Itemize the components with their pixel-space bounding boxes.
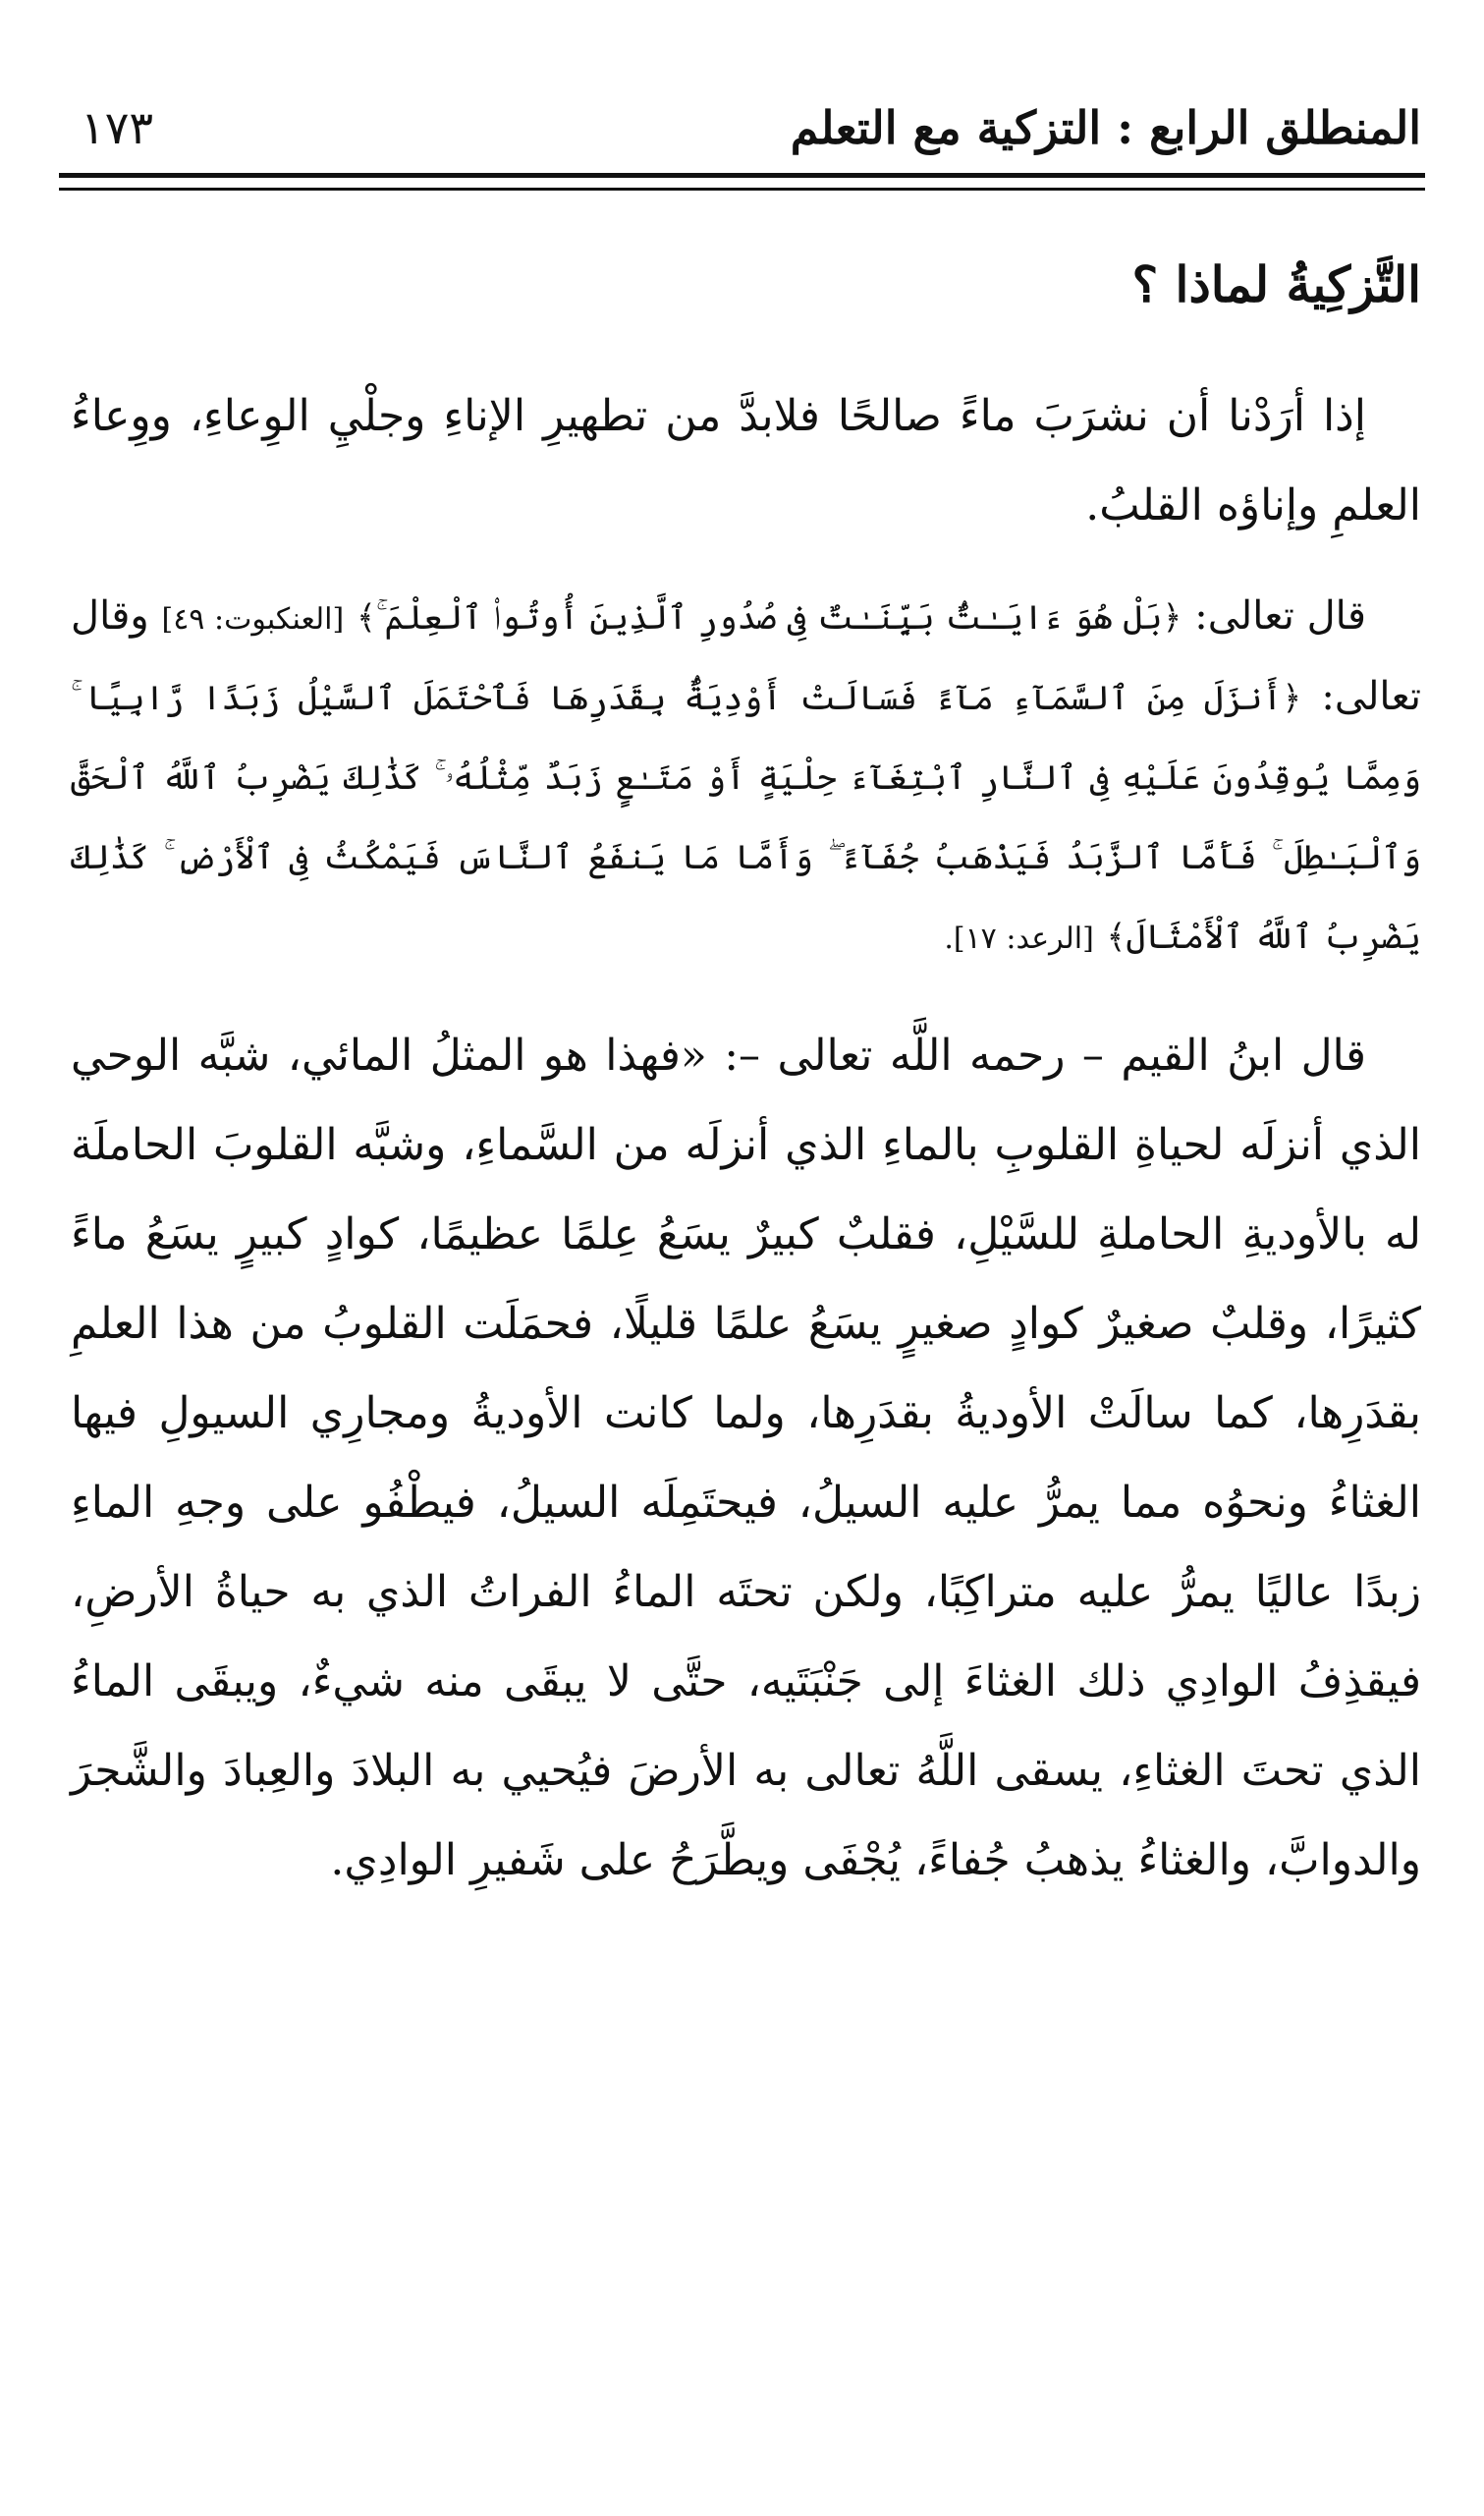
running-header (67, 90, 1421, 169)
quran-verse-ankabut: ﴿بَلْ هُوَ ءَايَـٰتٌۢ بَيِّنَـٰتٌ فِى صُدُورِ ٱلَّذِينَ أُوتُوا۟ ٱلْعِلْمَ ۚ﴾ (356, 598, 1182, 638)
page-body (71, 246, 1421, 1932)
quran-connector-text: وقال تعالى: (71, 593, 1421, 719)
page-number: ١٧٣ (81, 101, 154, 154)
quran-reference-ankabut: [العنكبوت: ٤٩] (161, 602, 345, 637)
paragraph-intro: إذا أرَدْنا أن نشرَبَ ماءً صالحًا فلابدَّ من تطهيرِ الإناءِ وجلْيِ الوِعاءِ، ووِعاءُ العلمِ وإناؤه القلبُ. (71, 391, 1421, 531)
header-rule-thin (59, 188, 1425, 191)
section-heading: التَّزكِيةُ لماذا ؟ (1131, 255, 1421, 313)
header-rule-thick (59, 173, 1425, 178)
running-header-title: المنطلق الرابع : التزكية مع التعلم (790, 101, 1421, 154)
quran-intro-text: قال تعالى: (1182, 593, 1366, 639)
paragraph-ibn-qayyim-quote: قال ابنُ القيم – رحمه اللَّه تعالى –: «فهذا هو المثلُ المائي، شبَّه الوحي الذي أنزلَه لحياةِ القلوبِ بالماءِ الذي أنزلَه من السَّماءِ، وشبَّه القلوبَ الحاملَة له بالأوديةِ الحاملةِ للسَّيْلِ، فقلبٌ كبيرٌ يسَعُ عِلمًا عظيمًا، كوادٍ كبيرٍ يسَعُ ماءً كثيرًا، وقلبٌ صغيرٌ كوادٍ صغيرٍ يسَعُ علمًا قليلًا، فحمَلَت القلوبُ من هذا العلمِ بقدَرِها، كما سالَتْ الأوديةُ بقدَرِها، ولما كانت الأوديةُ ومجارِي السيولِ فيها الغثاءُ ونحوُه مما يمرُّ عليه السيلُ، فيحتَمِلَه السيلُ، فيطْفُو على وجهِ الماءِ زبدًا عاليًا يمرُّ عليه متراكِبًا، ولكن تحتَه الماءُ الفراتُ الذي به حياةُ الأرضِ، فيقذِفُ الوادِي ذلك الغثاءَ إلى جَنْبَتَيه، حتَّى لا يبقَى منه شيءٌ، ويبقَى الماءُ الذي تحتَ الغثاءِ، يسقى اللَّهُ تعالى به الأرضَ فيُحيي به البلادَ والعِبادَ والشَّجرَ والدوابَّ، والغثاءُ يذهبُ جُفاءً، يُجْفَى ويطَّرَحُ على شَفيرِ الوادِي. (71, 1031, 1421, 1885)
quran-reference-raad: [الرعد: ١٧]. (944, 922, 1094, 956)
quran-citation-paragraph (71, 578, 1421, 978)
quran-verse-raad: ﴿أَنزَلَ مِنَ ٱلسَّمَآءِ مَآءً فَسَالَتْ أَوْدِيَةٌۢ بِقَدَرِهَا فَٱحْتَمَلَ ٱلسَّيْلُ زَبَدًا رَّابِيًا ۚ وَمِمَّا يُوقِدُونَ عَلَيْهِ فِى ٱلنَّارِ ٱبْتِغَآءَ حِلْيَةٍ أَوْ مَتَـٰعٍ زَبَدٌ مِّثْلُهُۥ ۚ كَذَٰلِكَ يَضْرِبُ ٱللَّهُ ٱلْحَقَّ وَٱلْبَـٰطِلَ ۚ فَأَمَّا ٱلزَّبَدُ فَيَذْهَبُ جُفَآءً ۖ وَأَمَّا مَا يَنفَعُ ٱلنَّاسَ فَيَمْكُثُ فِى ٱلْأَرْضِ ۚ كَذَٰلِكَ يَضْرِبُ ٱللَّهُ ٱلْأَمْثَالَ﴾ (71, 679, 1421, 957)
